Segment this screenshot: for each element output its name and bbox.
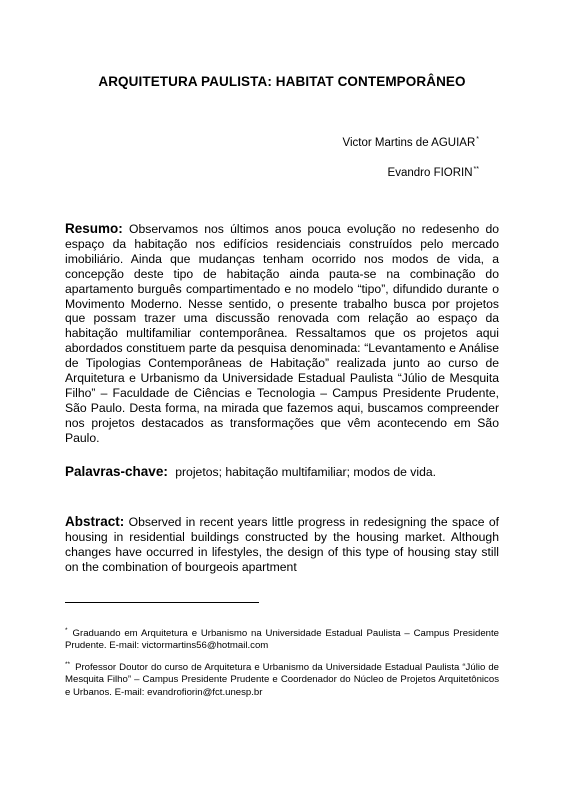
- abstract-text: Observed in recent years little progress in redesigning the space of housing in residential buildings constructed by the housing market. Although changes have occurred in lifestyles, the design of this type of housing stay still on the combination of bourgeois apartment: [65, 515, 499, 574]
- resumo-section: [65, 222, 499, 446]
- author-2: [388, 166, 479, 179]
- abstract-section: [65, 515, 499, 575]
- author-footnote-mark: *: [476, 136, 479, 143]
- keywords-section: [65, 465, 499, 480]
- abstract-label: Abstract:: [65, 514, 125, 529]
- author-footnote-mark: **: [473, 166, 479, 173]
- keywords-label: Palavras-chave:: [65, 464, 168, 479]
- author-name: Evandro FIORIN: [387, 166, 473, 179]
- resumo-label: Resumo:: [65, 221, 123, 236]
- footnote-mark: **: [65, 661, 71, 668]
- keywords-text: projetos; habitação multifamiliar; modos de vida.: [175, 465, 437, 479]
- footnote-2: [65, 659, 499, 699]
- footnote-1: [65, 625, 499, 653]
- author-1: [343, 136, 479, 149]
- footnote-mark: *: [65, 627, 68, 634]
- footnote-separator: [65, 602, 259, 603]
- paper-title: ARQUITETURA PAULISTA: HABITAT CONTEMPORÂNEO: [98, 74, 466, 89]
- author-name: Victor Martins de AGUIAR: [342, 136, 476, 149]
- footnote-text: Graduando em Arquitetura e Urbanismo na Universidade Estadual Paulista – Campus Presidente Prudente. E-mail: victormartins56@hotmail.com: [65, 628, 499, 652]
- footnote-text: Professor Doutor do curso de Arquitetura e Urbanismo da Universidade Estadual Paulista “Júlio de Mesquita Filho” – Campus Presidente Prudente e Coordenador do Núcleo de Projetos Arquitetônicos e Urbanos. E-mail: evandrofiorin@fct.unesp.br: [65, 662, 499, 698]
- resumo-text: Observamos nos últimos anos pouca evolução no redesenho do espaço da habitação nos edifícios residenciais construídos pelo mercado imobiliário. Ainda que mudanças tenham ocorrido nos modos de vida, a concepção deste tipo de habitação ainda pauta-se na combinação do apartamento burguês compartimentado e no modelo “tipo”, difundido durante o Movimento Moderno. Nesse sentido, o presente trabalho busca por projetos que possam trazer uma discussão renovada com relação ao espaço da habitação multifamiliar contemporânea. Ressaltamos que os projetos aqui abordados constituem parte da pesquisa denominada: “Levantamento e Análise de Tipologias Contemporâneas de Habitação” realizada junto ao curso de Arquitetura e Urbanismo da Universidade Estadual Paulista “Júlio de Mesquita Filho” – Faculdade de Ciências e Tecnologia – Campus Presidente Prudente, São Paulo. Desta forma, na mirada que fazemos aqui, buscamos compreender nos projetos destacados as transformações que vêm acontecendo em São Paulo.: [65, 222, 499, 445]
